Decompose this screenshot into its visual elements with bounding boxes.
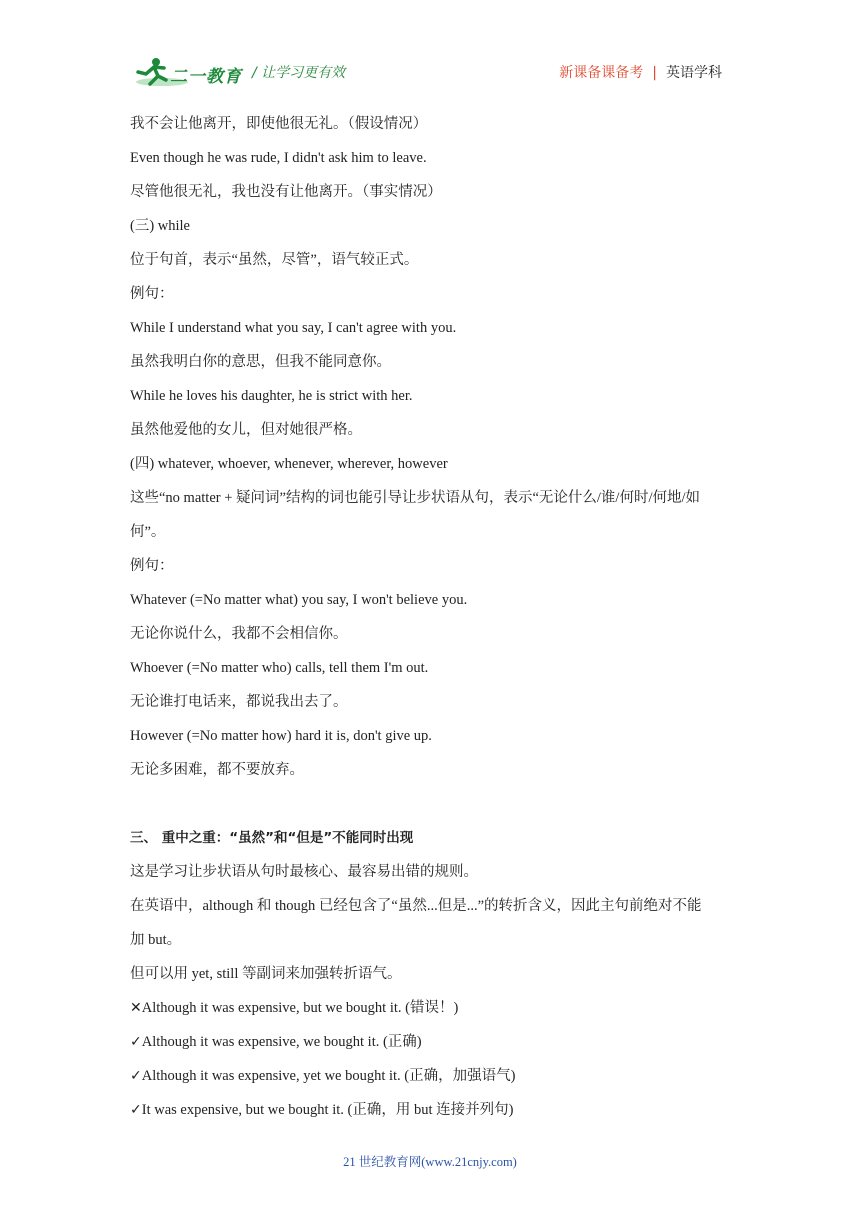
rule-line: 在英语中，although 和 though 已经包含了“虽然...但是...”的转折含义，因此主句前绝对不能 [130, 898, 702, 914]
slogan: / 让学习更有效 [252, 65, 346, 81]
subheading-wh-ever: (四) whatever, whoever, whenever, wherever, however [130, 456, 448, 472]
text-line: 这些“no matter + 疑问词”结构的词也能引导让步状语从句，表示“无论什么/谁/何时/何地/如 [130, 490, 701, 506]
spacer [130, 787, 735, 821]
header-label: 新课备课备考 [559, 65, 644, 81]
rule-line: 加 but。 [130, 932, 182, 948]
text-line: Whatever (=No matter what) you say, I won't believe you. [130, 592, 468, 608]
logo-text: 二一教育 [170, 67, 242, 87]
rule-note: 但可以用 yet, still 等副词来加强转折语气。 [130, 966, 402, 982]
text-line: 尽管他很无礼，我也没有让他离开。（事实情况） [130, 184, 442, 200]
example-correct: ✓It was expensive, but we bought it. (正确，用 but 连接并列句) [130, 1102, 514, 1118]
text-line: 例句： [130, 286, 174, 302]
text-line: 虽然我明白你的意思，但我不能同意你。 [130, 354, 391, 370]
header-right [559, 62, 722, 82]
text-line: Whoever (=No matter who) calls, tell them I'm out. [130, 660, 429, 676]
text-line: 虽然他爱他的女儿，但对她很严格。 [130, 422, 362, 438]
subheading-while: (三) while [130, 218, 190, 234]
section-intro: 这是学习让步状语从句时最核心、最容易出错的规则。 [130, 864, 478, 880]
cross-icon: ✕ [130, 1000, 142, 1016]
example-correct: ✓Although it was expensive, yet we bought it. (正确，加强语气) [130, 1068, 516, 1084]
text-line: However (=No matter how) hard it is, don't give up. [130, 728, 432, 744]
check-icon: ✓ [130, 1102, 142, 1118]
text-line: 位于句首，表示“虽然，尽管”，语气较正式。 [130, 252, 419, 268]
text-line: While I understand what you say, I can't agree with you. [130, 320, 457, 336]
text-line: 无论多困难，都不要放弃。 [130, 762, 304, 778]
text-line: 无论你说什么，我都不会相信你。 [130, 626, 348, 642]
text-line: While he loves his daughter, he is strict with her. [130, 388, 413, 404]
example-wrong: ✕Although it was expensive, but we bought it. (错误！) [130, 1000, 459, 1016]
text-line: Even though he was rude, I didn't ask him to leave. [130, 150, 427, 166]
text-line: 我不会让他离开，即使他很无礼。（假设情况） [130, 116, 428, 132]
document-body [130, 107, 735, 1127]
text-line: 何”。 [130, 524, 166, 540]
check-icon: ✓ [130, 1034, 142, 1050]
text-line: 无论谁打电话来，都说我出去了。 [130, 694, 348, 710]
page-header [0, 0, 860, 100]
text-line: 例句： [130, 558, 174, 574]
example-correct: ✓Although it was expensive, we bought it. (正确) [130, 1034, 422, 1050]
header-subject: 英语学科 [666, 65, 722, 81]
check-icon: ✓ [130, 1068, 142, 1084]
header-separator: | [652, 65, 657, 81]
section-heading: 三、 重中之重：“虽然”和“但是”不能同时出现 [130, 830, 414, 846]
page-footer: 21 世纪教育网(www.21cnjy.com) [343, 1155, 517, 1169]
